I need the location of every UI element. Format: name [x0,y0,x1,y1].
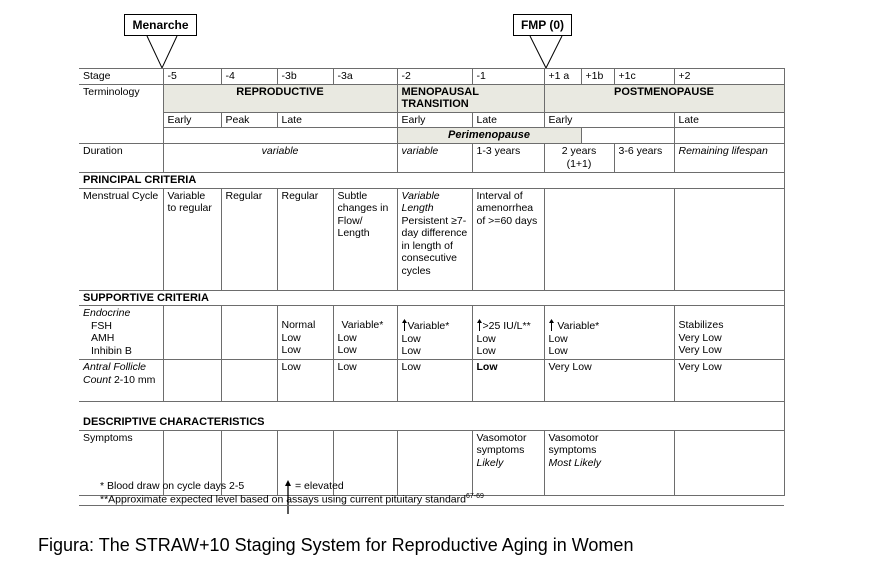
stage-cell: -3b [277,69,333,85]
stage-cell: +2 [674,69,784,85]
duration-pm-late: Remaining lifespan [674,144,784,173]
fsh-elevated [477,319,540,333]
vasomotor-text: Vasomotor symptoms [548,431,599,456]
fsh-value: Variable* [341,319,384,331]
substage-cell: Early [544,112,674,128]
stage-label: Stage [79,69,163,85]
inhibin-value: Low [281,344,301,356]
afc-3a: Low [333,360,397,402]
duration-repro: variable [163,144,397,173]
substage-row [79,112,784,128]
perimenopause-band: Perimenopause [397,128,581,144]
reproductive-band: REPRODUCTIVE [163,84,397,112]
amh-value: Low [548,332,568,345]
menstrual-cell: Variable to regular [163,188,221,290]
endo-p1 [544,306,674,360]
blank-cell [221,306,277,360]
menstrual-cell: Interval of amenorrhea of >=60 days [472,188,544,290]
substage-cell: Peak [221,112,277,128]
inhibin-value: Low [337,344,357,356]
likelihood-text: Most Likely [548,456,602,469]
menstrual-label: Menstrual Cycle [79,188,163,290]
duration-row [79,144,784,173]
amh-value: Low [476,332,496,345]
fmp-pointer [530,36,562,68]
afc-m2: Low [397,360,472,402]
endocrine-label-cell [79,306,163,360]
inhibin-value: Very Low [678,344,722,356]
menstrual-cell-mt-early [397,188,472,290]
substage-cell: Late [472,112,544,128]
blank-cell [581,128,674,144]
up-arrow-icon [402,319,407,331]
blank-cell [163,360,221,402]
fsh-value: >25 IU/L** [482,320,531,332]
amh-value: Very Low [678,331,722,344]
footnote-2 [100,493,484,506]
fsh-value: Variable* [407,320,450,332]
endocrine-label: Endocrine [83,307,131,319]
endo-p1c [674,306,784,360]
duration-pm-1c: 3-6 years [614,144,674,173]
amh-value: Low [401,332,421,345]
footnote-blood-draw: * Blood draw on cycle days 2-5 [100,480,245,492]
afc-label-cell [79,360,163,402]
blank-cell [163,306,221,360]
amh-value: Low [337,331,357,344]
substage-cell: Late [674,112,784,128]
symptoms-m1 [472,430,544,496]
afc-range: 2-10 mm [113,373,156,386]
straw-table [79,68,784,496]
menstrual-cell: Regular [221,188,277,290]
endo-3b [277,306,333,360]
supportive-header-row [79,290,784,306]
fsh-elevated [402,319,468,333]
stage-cell: +1 a [544,69,581,85]
up-arrow-icon [477,319,482,331]
fsh-value: Normal [281,319,316,331]
postmenopause-band: POSTMENOPAUSE [544,84,784,112]
principal-header-row [79,173,784,189]
figure-caption: Figura: The STRAW+10 Staging System for Reproductive Aging in Women [38,535,634,555]
descriptive-characteristics-heading: DESCRIPTIVE CHARACTERISTICS [79,402,784,431]
menarche-pointer [147,36,177,68]
stage-row [79,69,784,85]
fsh-elevated [549,319,670,333]
amh-value: Low [281,331,301,344]
blank-cell [163,128,397,144]
symptoms-p1 [544,430,674,496]
duration-pm-early: 2 years (1+1) [544,144,614,173]
blank-cell [674,188,784,290]
substage-cell: Late [277,112,397,128]
up-arrow-icon [549,319,554,331]
menstrual-cell: Subtle changes in Flow/ Length [333,188,397,290]
stage-cell: -4 [221,69,277,85]
persistent-text: Persistent ≥7- day difference in length of consecutive cycles [401,214,468,277]
stage-cell: +1c [614,69,674,85]
stage-cell: -3a [333,69,397,85]
fmp-label: FMP (0) [520,18,565,32]
fsh-label: FSH [91,319,112,332]
menopausal-transition-band: MENOPAUSAL TRANSITION [397,84,544,112]
vasomotor-text: Vasomotor symptoms [476,431,527,456]
elevated-text: = elevated [295,480,344,492]
symptoms-label: Symptoms [79,430,163,496]
endo-m1 [472,306,544,360]
duration-label: Duration [79,144,163,173]
inhibin-value: Low [401,345,421,357]
terminology-row [79,84,784,112]
duration-mt-late: 1-3 years [472,144,544,173]
blank-cell [674,430,784,496]
terminology-label: Terminology [79,84,163,144]
footnote-elevated [295,480,344,492]
inhibin-b-label: Inhibin B [91,344,132,357]
stage-cell: -5 [163,69,221,85]
likelihood-text: Likely [476,456,504,469]
perimenopause-row [79,128,784,144]
blank-cell [397,430,472,496]
afc-row [79,360,784,402]
afc-p1c: Very Low [674,360,784,402]
footnote-ref: 67-69 [465,493,484,500]
duration-mt-early: variable [397,144,472,173]
stage-cell: -2 [397,69,472,85]
endo-3a [333,306,397,360]
menstrual-cell: Regular [277,188,333,290]
footnote-assay: **Approximate expected level based on assays using current pituitary standard [100,493,466,506]
substage-cell: Early [163,112,221,128]
fsh-value: Stabilizes [678,319,724,331]
endocrine-row [79,306,784,360]
supportive-criteria-heading: SUPPORTIVE CRITERIA [79,290,784,306]
blank-cell [544,188,674,290]
principal-criteria-heading: PRINCIPAL CRITERIA [79,173,784,189]
inhibin-value: Low [548,345,568,357]
afc-p1: Very Low [544,360,674,402]
blank-cell [674,128,784,144]
afc-m1: Low [472,360,544,402]
substage-cell: Early [397,112,472,128]
variable-length-text: Variable Length [401,189,440,214]
descriptive-header-row [79,402,784,431]
footnote-1 [100,480,244,492]
amh-label: AMH [91,332,115,344]
endo-m2 [397,306,472,360]
menstrual-row [79,188,784,290]
afc-label: Antral Follicle Count [83,361,147,386]
fsh-value: Variable* [557,320,600,332]
inhibin-value: Low [476,345,496,357]
stage-cell: +1b [581,69,614,85]
bottom-rule [79,505,784,506]
menarche-label: Menarche [132,18,189,32]
afc-3b: Low [277,360,333,402]
stage-cell: -1 [472,69,544,85]
blank-cell [221,360,277,402]
